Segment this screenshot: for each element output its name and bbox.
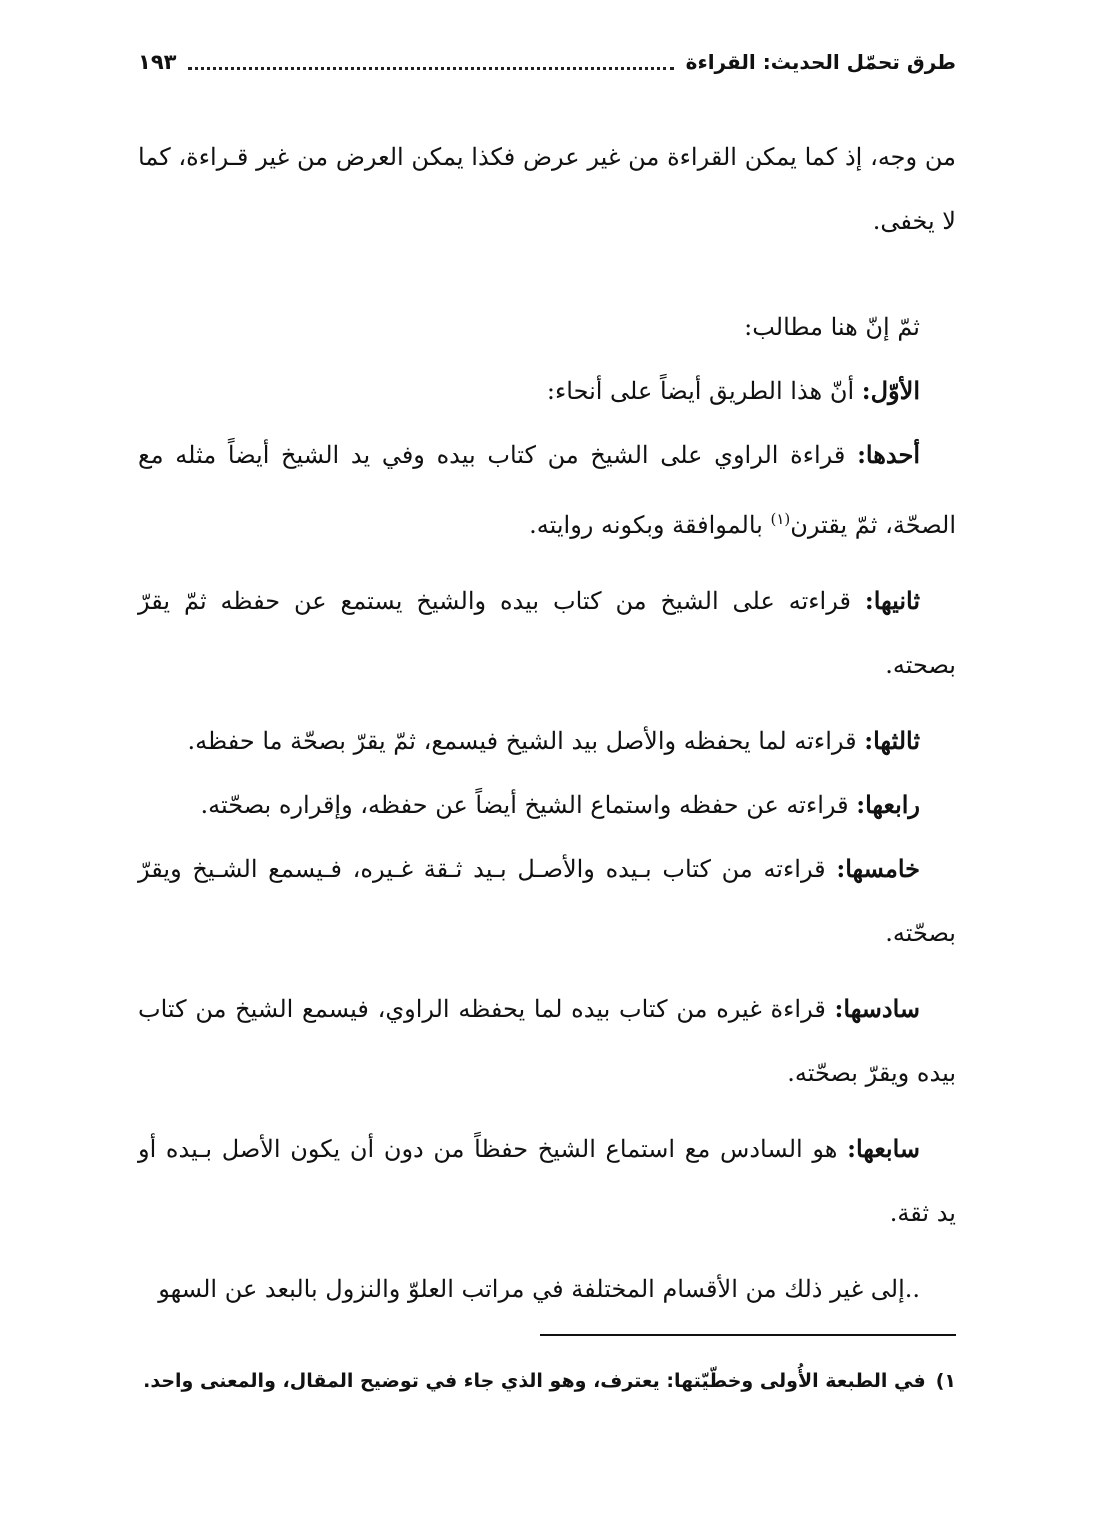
footnote xyxy=(138,1370,956,1392)
paragraph-method-5 xyxy=(138,837,956,965)
paragraph-text: من وجه، إذ كما يمكن القراءة من غير عرض فكذا يمكن العرض من غير قـراءة، كما لا يخفى. xyxy=(138,143,957,235)
paragraph-method-7 xyxy=(138,1117,956,1245)
paragraph-method-3 xyxy=(138,709,956,773)
paragraph-text: ..إلى غير ذلك من الأقسام المختلفة في مراتب العلوّ والنزول بالبعد عن السهو xyxy=(158,1275,920,1303)
paragraph-text-tail: بالموافقة وبكونه روايته. xyxy=(529,511,771,539)
footnote-text: في الطبعة الأُولى وخطّيّتها: يعترف، وهو الذي جاء في توضيح المقال، والمعنى واحد. xyxy=(143,1370,926,1392)
footnote-number: ١) xyxy=(935,1370,956,1392)
paragraph-text: أنّ هذا الطريق أيضاً على أنحاء: xyxy=(546,377,862,405)
paragraph-text: قراءته لما يحفظه والأصل بيد الشيخ فيسمع، ثمّ يقرّ بصحّة ما حفظه. xyxy=(187,727,865,755)
paragraph-text: قراءة الراوي على الشيخ من كتاب بيده وفي يد الشيخ أيضاً مثله مع الصحّة، ثمّ يقترن xyxy=(138,441,956,539)
paragraph-text: قراءته عن حفظه واستماع الشيخ أيضاً عن حفظه، وإقراره بصحّته. xyxy=(200,791,857,819)
paragraph-text: قراءته على الشيخ من كتاب بيده والشيخ يستمع عن حفظه ثمّ يقرّ بصحته. xyxy=(138,587,956,679)
paragraph-text: هو السادس مع استماع الشيخ حفظاً من دون أن يكون الأصل بـيده أو يد ثقة. xyxy=(138,1135,956,1227)
paragraph-lead: سادسها: xyxy=(834,994,920,1023)
paragraph-method-4 xyxy=(138,773,956,837)
paragraph-text: قراءة غيره من كتاب بيده لما يحفظه الراوي، فيسمع الشيخ من كتاب بيده ويقرّ بصحّته. xyxy=(138,995,956,1087)
paragraph-first xyxy=(138,359,956,423)
paragraph-topics xyxy=(138,295,956,359)
paragraph-lead: أحدها: xyxy=(857,440,920,469)
paragraph-lead: سابعها: xyxy=(847,1134,920,1163)
paragraph-lead: ثالثها: xyxy=(864,726,920,755)
paragraph-intro xyxy=(138,125,956,253)
paragraph-method-1 xyxy=(138,423,956,557)
paragraph-text: قراءته من كتاب بـيده والأصـل بـيد ثـقة غـيره، فـيسمع الشـيخ ويقرّ بصحّته. xyxy=(138,855,956,947)
page-header xyxy=(138,44,956,80)
paragraph-lead: خامسها: xyxy=(836,854,920,883)
paragraph-lead: رابعها: xyxy=(856,790,920,819)
paragraph-lead: ثانيها: xyxy=(864,586,920,615)
paragraph-text: ثمّ إنّ هنا مطالب: xyxy=(744,313,920,341)
paragraph-method-2 xyxy=(138,569,956,697)
page-number: ١٩٣ xyxy=(138,50,177,74)
paragraph-method-6 xyxy=(138,977,956,1105)
footnote-divider xyxy=(540,1334,956,1336)
body-text xyxy=(138,125,956,1321)
dotted-leader xyxy=(188,67,673,70)
running-title: طرق تحمّل الحديث: القراءة xyxy=(685,50,956,74)
footnote-marker[interactable]: (١) xyxy=(770,510,791,528)
paragraph-conclusion xyxy=(138,1257,956,1321)
paragraph-lead: الأوّل: xyxy=(861,376,920,405)
